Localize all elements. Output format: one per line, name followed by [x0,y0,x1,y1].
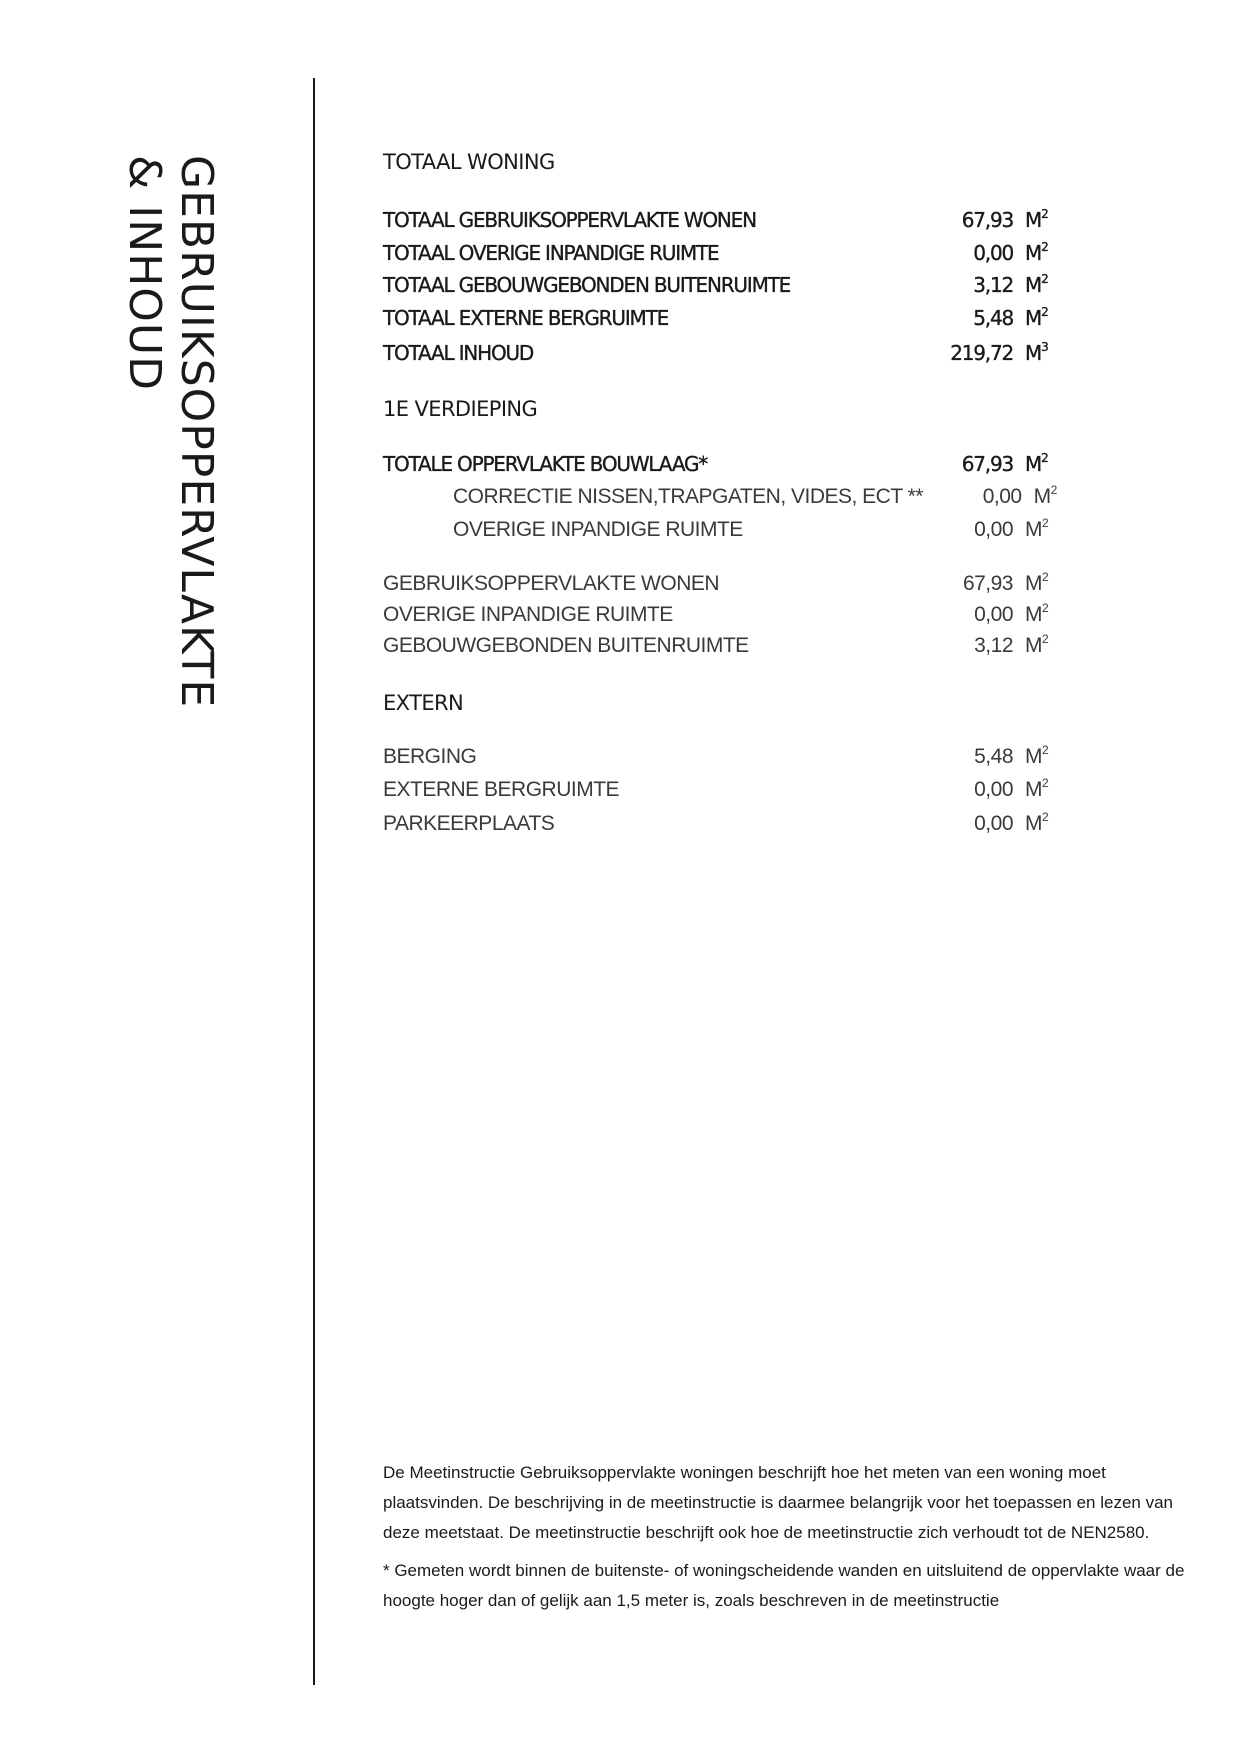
table-row [383,510,1073,543]
table-row [383,565,1073,596]
section-title-verdieping: 1E VERDIEPING [383,396,538,421]
table-row [383,770,1073,804]
table-row [383,266,1073,299]
table-row [383,445,1073,477]
row-value: 67,93 [961,208,1013,232]
row-label: GEBOUWGEBONDEN BUITENRUIMTE [383,633,749,657]
row-value: 67,93 [961,451,1013,476]
footer-notes [383,1458,1203,1624]
row-value: 3,12 [974,633,1013,657]
page-title-line1: GEBRUIKSOPPERVLAKTE [171,155,222,709]
row-unit: $M^2$ [1025,569,1049,595]
row-unit: $M^2$ [1025,776,1049,801]
row-unit: $M^2$ [1025,304,1048,330]
extern-table [383,737,1073,838]
page-title [118,155,222,708]
verdieping-table [383,565,1073,658]
row-unit: $M^2$ [1025,450,1048,476]
footer-paragraph-footnote: * Gemeten wordt binnen de buitenste- of woningscheidende wanden en uitsluitend de oppervlakte waar de hoogte hoger dan of gelijk aan 1,5 meter is, zoals beschreven in de meetinstructie [383,1561,1185,1610]
row-unit: $M^2$ [1025,515,1049,541]
row-value: 67,93 [962,571,1013,595]
row-unit: $M^2$ [1025,809,1049,835]
row-label: TOTAAL INHOUD [383,341,534,365]
row-label: OVERIGE INPANDIGE RUIMTE [383,602,673,626]
row-value: 5,48 [974,744,1013,768]
row-value: 5,48 [973,305,1013,330]
section-title-totaal-woning: TOTAAL WONING [383,150,555,174]
page-title-line2: & INHOUD [119,155,170,391]
row-label: TOTAAL OVERIGE INPANDIGE RUIMTE [383,240,719,265]
row-label: TOTAAL GEBRUIKSOPPERVLAKTE WONEN [383,208,756,232]
row-label: BERGING [383,744,477,768]
row-value: 0,00 [974,778,1013,801]
table-row [383,334,1073,367]
row-label: EXTERNE BERGRUIMTE [383,778,620,801]
table-row [383,477,1073,510]
row-label: PARKEERPLAATS [383,811,555,835]
row-value: 0,00 [982,484,1022,508]
table-row [383,627,1073,658]
row-unit: $M^2$ [1025,600,1049,626]
row-value: 0,00 [974,811,1013,835]
row-unit: $M^2$ [1025,239,1048,265]
row-value: 219,72 [950,341,1013,365]
row-value: 0,00 [974,602,1013,626]
row-unit: $M^3$ [1025,340,1048,365]
row-label: GEBRUIKSOPPERVLAKTE WONEN [383,571,720,595]
content [383,150,1073,837]
vertical-divider [313,78,315,1685]
row-unit: $M^2$ [1025,207,1048,232]
verdieping-total [383,445,1073,543]
row-unit: $M^2$ [1033,482,1057,508]
row-label: TOTAAL GEBOUWGEBONDEN BUITENRUIMTE [383,273,791,297]
totaal-woning-table [383,201,1073,367]
row-unit: $M^2$ [1025,631,1049,657]
footer-paragraph-meetinstructie: De Meetinstructie Gebruiksoppervlakte woningen beschrijft hoe het meten van een woning moet plaatsvinden. De beschrijving in de meetinstructie is daarmee belangrijk voor het toepassen en lezen van deze meetstaat. De meetinstructie beschrijft ook hoe de meetinstructie zich verhoudt tot de NEN2580. [383,1463,1174,1542]
row-label: TOTAAL EXTERNE BERGRUIMTE [383,305,669,330]
section-title-extern: EXTERN [383,690,464,715]
row-value: 0,00 [973,240,1013,265]
table-row [383,234,1073,267]
table-row [383,201,1073,234]
row-unit: $M^2$ [1025,742,1049,768]
row-value: 0,00 [974,517,1013,541]
row-unit: $M^2$ [1025,272,1048,297]
table-row [383,804,1073,838]
row-label: TOTALE OPPERVLAKTE BOUWLAAG* [383,451,708,476]
row-label: OVERIGE INPANDIGE RUIMTE [453,517,743,541]
row-label: CORRECTIE NISSEN,TRAPGATEN, VIDES, ECT ** [453,484,923,508]
table-row [383,299,1073,332]
table-row [383,596,1073,627]
table-row [383,737,1073,771]
row-value: 3,12 [973,273,1013,297]
